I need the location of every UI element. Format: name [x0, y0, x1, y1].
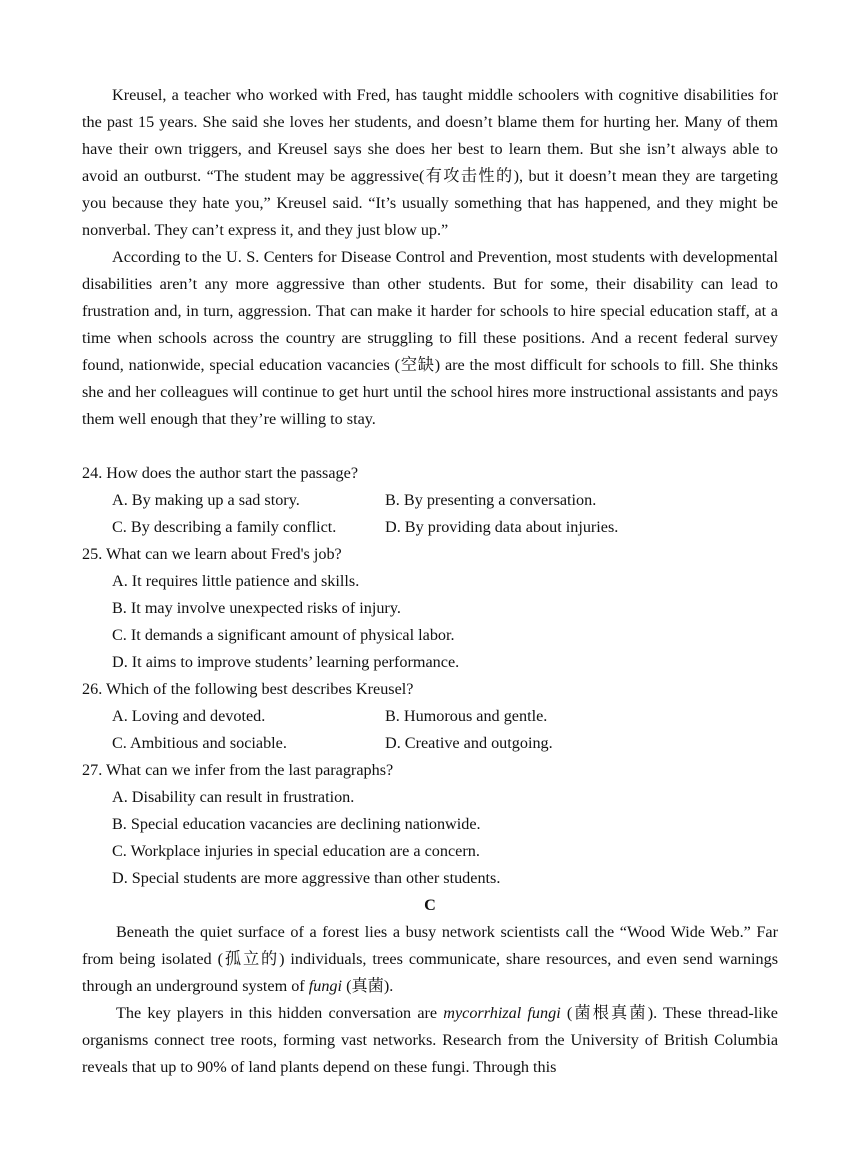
options-row	[82, 514, 778, 541]
option-b: B. It may involve unexpected risks of injury.	[112, 599, 401, 617]
option-d: D. By providing data about injuries.	[385, 518, 619, 536]
option-a: A. Loving and devoted.	[112, 707, 266, 725]
option-a: A. It requires little patience and skills.	[112, 572, 360, 590]
question-stem: 24. How does the author start the passage?	[82, 464, 359, 482]
document-page	[82, 82, 778, 1081]
options-row	[82, 730, 778, 757]
text-run: Beneath the quiet surface of a forest lies a busy network scientists call the “Wood Wide Web.” Far from being isolated (孤立的) individuals, trees communicate, share resources, and even send warnings through an underground system of	[82, 923, 778, 995]
question-24	[82, 460, 778, 541]
question-stem: 27. What can we infer from the last paragraphs?	[82, 761, 394, 779]
option-d: D. Creative and outgoing.	[385, 734, 553, 752]
section-c-title: C	[424, 896, 436, 914]
spacer	[82, 433, 778, 460]
question-26	[82, 676, 778, 757]
text-run: (真菌).	[342, 977, 394, 995]
paragraph-kreusel: Kreusel, a teacher who worked with Fred, has taught middle schoolers with cognitive disabilities for the past 15 years. She said she loves her students, and doesn’t blame them for hurting her. Many of them have their own triggers, and Kreusel says she does her best to learn them. But she isn’t always able to avoid an outburst. “The student may be aggressive(有攻击性的), but it doesn’t mean they are targeting you because they hate you,” Kreusel said. “It’s usually something that has happened, and they might be nonverbal. They can’t express it, and they just blow up.”	[82, 86, 778, 239]
question-stem: 26. Which of the following best describes Kreusel?	[82, 680, 414, 698]
option-c: C. By describing a family conflict.	[112, 518, 337, 536]
options-row	[82, 703, 778, 730]
option-b: B. By presenting a conversation.	[385, 491, 597, 509]
option-d: D. Special students are more aggressive than other students.	[112, 869, 501, 887]
paragraph-cdc: According to the U. S. Centers for Disease Control and Prevention, most students with developmental disabilities aren’t any more aggressive than other students. But for some, their disability can lead to frustration and, in turn, aggression. That can make it harder for schools to hire special education staff, at a time when schools across the country are struggling to fill these positions. And a recent federal survey found, nationwide, special education vacancies (空缺) are the most difficult for schools to fill. She thinks she and her colleagues will continue to get hurt until the school hires more instructional assistants and pays them well enough that they’re willing to stay.	[82, 248, 778, 428]
options-row	[82, 487, 778, 514]
paragraph-wood-wide-web	[82, 919, 778, 1000]
text-run: The key players in this hidden conversation are	[116, 1004, 444, 1022]
option-b: B. Special education vacancies are declining nationwide.	[112, 815, 481, 833]
option-d: D. It aims to improve students’ learning performance.	[112, 653, 460, 671]
question-25	[82, 541, 778, 676]
option-a: A. By making up a sad story.	[112, 491, 300, 509]
option-c: C. Workplace injuries in special education are a concern.	[112, 842, 480, 860]
option-c: C. It demands a significant amount of physical labor.	[112, 626, 455, 644]
question-stem: 25. What can we learn about Fred's job?	[82, 545, 342, 563]
paragraph-mycorrhizal	[82, 1000, 778, 1081]
option-b: B. Humorous and gentle.	[385, 707, 548, 725]
text-run: (菌根真菌). These thread-like organisms connect tree roots, forming vast networks. Research from the University of British Columbia reveals that up to 90% of land plants depend on these fungi. Through this	[82, 1004, 778, 1076]
italic-term: mycorrhizal fungi	[443, 1004, 561, 1022]
option-a: A. Disability can result in frustration.	[112, 788, 355, 806]
italic-term: fungi	[308, 977, 343, 995]
option-c: C. Ambitious and sociable.	[112, 734, 287, 752]
question-27	[82, 757, 778, 892]
